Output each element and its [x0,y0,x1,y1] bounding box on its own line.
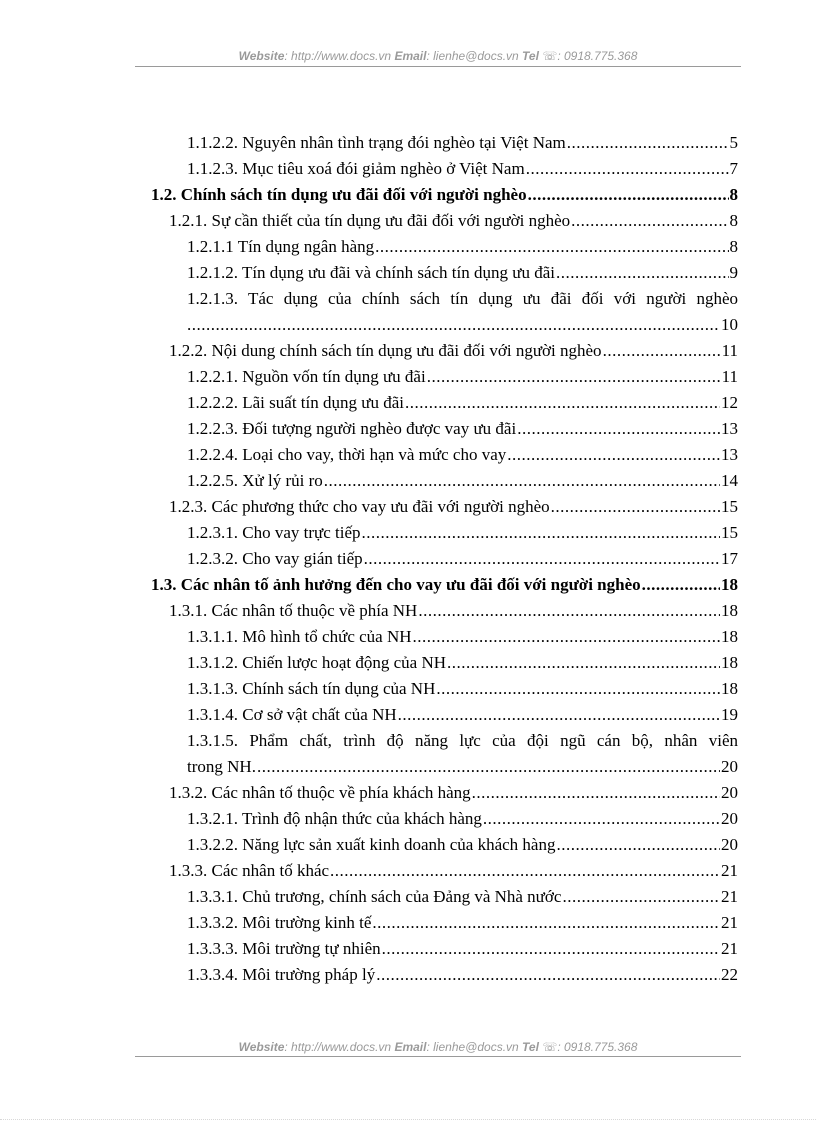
toc-entry-title: 1.2.2.5. Xử lý rủi ro [187,471,323,490]
toc-leader [418,601,720,621]
toc-entry-page: 21 [721,861,738,880]
toc-leader [551,497,720,517]
toc-leader [187,315,720,335]
toc-leader [330,861,720,881]
toc-entry [187,237,738,257]
toc-entry-page: 11 [721,341,738,360]
toc-entry-title: 1.2.2.3. Đối tượng người nghèo được vay ưu đãi [187,419,517,438]
toc-entry-page: 21 [721,887,738,906]
toc-entry-title: 1.3.1.2. Chiến lược hoạt động của NH [187,653,446,672]
toc-entry-title: 1.3.2. Các nhân tố thuộc về phía khách hàng [169,783,471,802]
toc-entry-page: 11 [721,367,738,386]
toc-entry-page: 8 [729,211,738,230]
toc-entry [187,809,738,829]
toc-entry [169,601,738,621]
toc-leader [517,419,720,439]
toc-entry-title: 1.1.2.3. Mục tiêu xoá đói giảm nghèo ở Việt Nam [187,159,525,178]
toc-entry-title: 1.3.1. Các nhân tố thuộc về phía NH [169,601,418,620]
toc-leader [603,341,721,361]
page-footer [135,1040,741,1054]
toc-entry [187,653,738,673]
toc-entry-title: 1.2. Chính sách tín dụng ưu đãi đối với người nghèo [151,185,527,204]
toc-entry-title: 1.3. Các nhân tố ảnh hưởng đến cho vay ưu đãi đối với người nghèo [151,575,641,594]
toc-entry-page: 14 [721,471,738,490]
toc-entry [187,133,738,153]
toc-entry-title: 1.2.3.1. Cho vay trực tiếp [187,523,361,542]
header-tel-label: Tel [522,49,539,63]
toc-entry-title: 1.1.2.2. Nguyên nhân tình trạng đói nghèo tại Việt Nam [187,133,566,152]
toc-entry-page: 17 [721,549,738,568]
toc-leader [528,185,729,205]
toc-entry-page: 18 [721,627,738,646]
toc-leader [382,939,720,959]
toc-entry-page: 18 [721,601,738,620]
toc-entry [187,705,738,725]
toc-entry-title: 1.3.3.3. Môi trường tự nhiên [187,939,381,958]
toc-entry [187,627,738,647]
toc-leader [364,549,720,569]
toc-entry-title: 1.3.1.1. Mô hình tổ chức của NH [187,627,412,646]
toc-entry-page: 15 [721,497,738,516]
toc-leader [413,627,720,647]
toc-entry-section [151,575,738,595]
toc-entry-page: 8 [729,185,738,204]
toc-leader [556,835,720,855]
page-header [135,49,741,63]
header-website-value: : http://www.docs.vn [284,49,392,63]
footer-email-label: Email [394,1040,427,1054]
toc-entry-title: 1.3.3.2. Môi trường kinh tế [187,913,372,932]
toc-leader [405,393,720,413]
phone-icon: ☏ [542,1040,558,1054]
toc-entry-section [151,185,738,205]
toc-entry-title: 1.2.3. Các phương thức cho vay ưu đãi với người nghèo [169,497,550,516]
toc-entry-title: 1.2.3.2. Cho vay gián tiếp [187,549,363,568]
toc-entry [187,887,738,907]
toc-leader [571,211,728,231]
toc-entry-title: 1.2.2.4. Loại cho vay, thời hạn và mức cho vay [187,445,507,464]
toc-entry-title: 1.3.1.5. Phẩm chất, trình độ năng lực của đội ngũ cán bộ, nhân viên [187,731,738,750]
toc-entry [187,523,738,543]
toc-entry [169,341,738,361]
toc-entry-title: 1.3.2.2. Năng lực sản xuất kinh doanh của khách hàng [187,835,556,854]
header-tel-value: : 0918.775.368 [557,49,638,63]
toc-entry [187,679,738,699]
toc-leader [472,783,720,803]
toc-entry [169,861,738,881]
footer-email-value: : lienhe@docs.vn [426,1040,519,1054]
toc-entry-page: 20 [721,783,738,802]
toc-entry-page: 9 [729,263,738,282]
phone-icon: ☏ [542,49,558,63]
toc-entry [187,965,738,985]
toc-entry-title: 1.2.2. Nội dung chính sách tín dụng ưu đãi đối với người nghèo [169,341,602,360]
toc-leader [483,809,720,829]
toc-leader [427,367,721,387]
toc-leader [324,471,720,491]
toc-entry-page: 20 [721,835,738,854]
toc-entry-page: 21 [721,913,738,932]
toc-entry [187,367,738,387]
toc-entry [187,549,738,569]
toc-entry-page: 15 [721,523,738,542]
toc-entry-title: 1.2.1.2. Tín dụng ưu đãi và chính sách tín dụng ưu đãi [187,263,555,282]
toc-leader [642,575,720,595]
toc-entry [187,419,738,439]
footer-website-value: : http://www.docs.vn [284,1040,392,1054]
toc-entry [169,497,738,517]
toc-leader [567,133,729,153]
toc-leader [376,965,720,985]
toc-entry-title: 1.2.1. Sự cần thiết của tín dụng ưu đãi đối với người nghèo [169,211,571,230]
toc-entry-page: 21 [721,939,738,958]
toc-leader [507,445,720,465]
toc-entry-title: 1.2.1.1 Tín dụng ngân hàng [187,237,375,256]
toc-leader [372,913,720,933]
toc-leader [257,757,720,777]
toc-entry-page: 18 [721,575,738,594]
toc-entry-title-cont: trong NH. [187,757,256,776]
toc-entry [187,159,738,179]
toc-entry-page: 19 [721,705,738,724]
toc-leader [562,887,720,907]
footer-tel-label: Tel [522,1040,539,1054]
toc-entry-page: 12 [721,393,738,412]
toc-entry-page: 18 [721,679,738,698]
toc-entry [187,445,738,465]
toc-entry [187,939,738,959]
toc-entry-title: 1.2.1.3. Tác dụng của chính sách tín dụng ưu đãi đối với người nghèo [187,289,738,308]
toc-entry-title: 1.3.1.4. Cơ sở vật chất của NH [187,705,397,724]
footer-website-label: Website [238,1040,285,1054]
header-email-value: : lienhe@docs.vn [426,49,519,63]
toc-entry-page: 20 [721,757,738,776]
toc-entry [169,783,738,803]
toc-entry [187,393,738,413]
toc-entry-page: 22 [721,965,738,984]
toc-leader [375,237,728,257]
toc-leader [362,523,720,543]
toc-entry-page: 7 [729,159,738,178]
toc-entry-title: 1.2.2.1. Nguồn vốn tín dụng ưu đãi [187,367,426,386]
footer-divider [135,1056,741,1057]
toc-entry-title: 1.3.3.4. Môi trường pháp lý [187,965,376,984]
footer-tel-value: : 0918.775.368 [557,1040,638,1054]
toc-entry-page: 13 [721,419,738,438]
toc-entry-title: 1.3.1.3. Chính sách tín dụng của NH [187,679,436,698]
toc-entry [187,913,738,933]
toc-entry-continuation [187,315,738,335]
toc-entry-title: 1.2.2.2. Lãi suất tín dụng ưu đãi [187,393,404,412]
toc-entry [187,263,738,283]
toc-entry-page: 10 [721,315,738,334]
toc-entry-continuation [187,757,738,777]
toc-entry [169,211,738,231]
toc-entry-title: 1.3.3. Các nhân tố khác [169,861,330,880]
toc-leader [447,653,720,673]
toc-entry-page: 18 [721,653,738,672]
toc-entry [187,835,738,855]
toc-leader [436,679,720,699]
toc-entry-title: 1.3.2.1. Trình độ nhận thức của khách hàng [187,809,482,828]
toc-entry-title: 1.3.3.1. Chủ trương, chính sách của Đảng và Nhà nước [187,887,562,906]
toc-entry-page: 8 [729,237,738,256]
toc-entry [187,471,738,491]
header-email-label: Email [394,49,427,63]
toc-entry-page: 20 [721,809,738,828]
toc-leader [556,263,729,283]
header-website-label: Website [238,49,285,63]
toc-leader [398,705,720,725]
page-edge-divider [0,1119,816,1120]
toc-entry-page: 5 [729,133,738,152]
toc-leader [526,159,729,179]
header-divider [135,66,741,67]
toc-entry-page: 13 [721,445,738,464]
